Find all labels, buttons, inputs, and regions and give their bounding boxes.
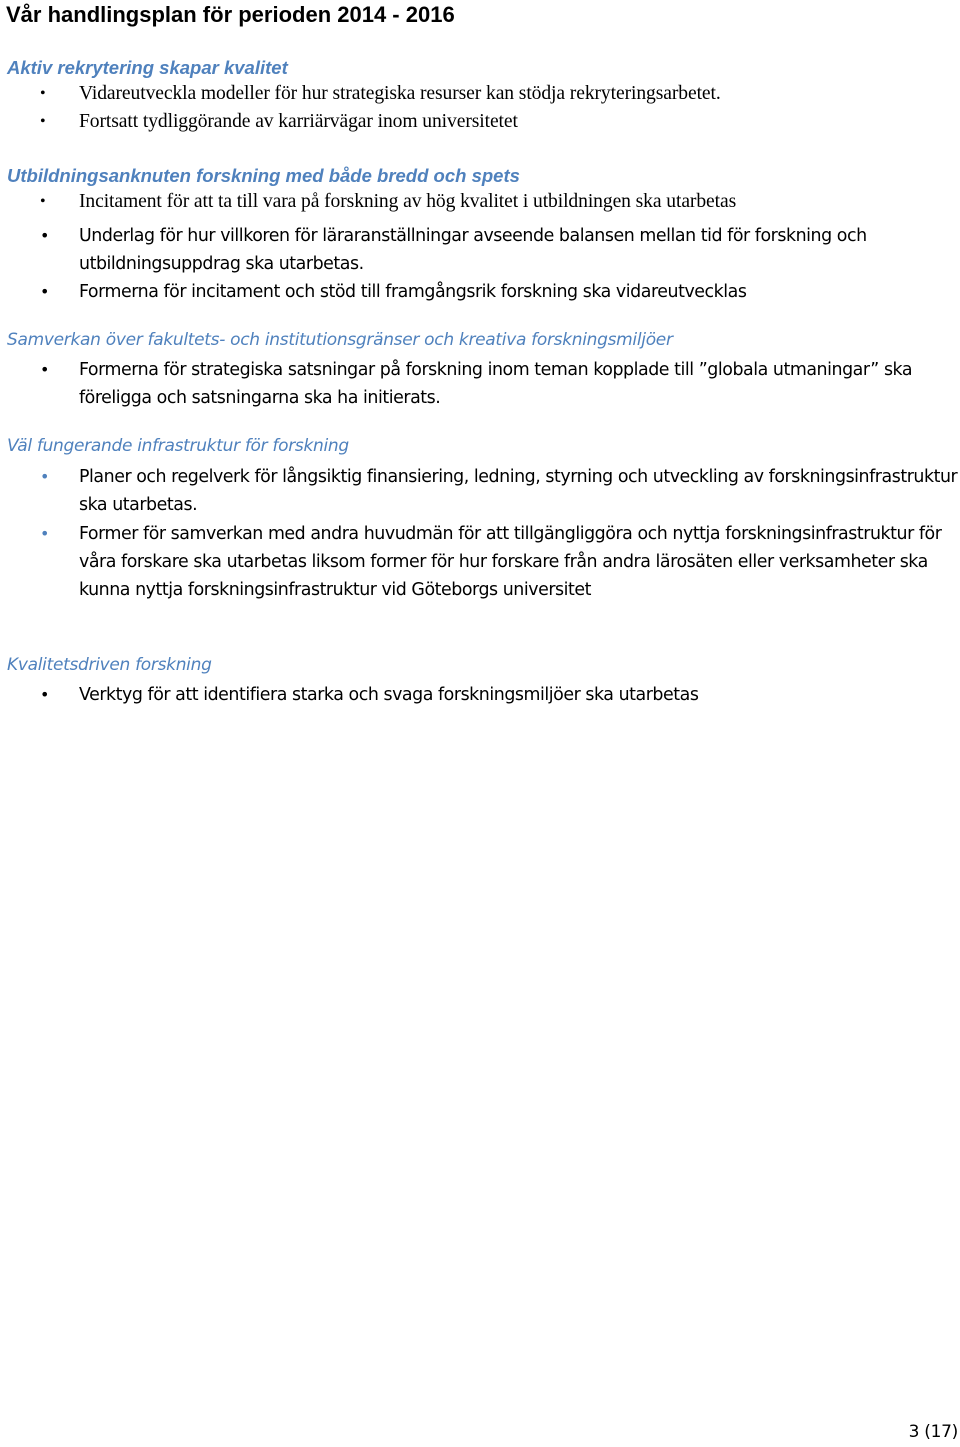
list-item (0, 278, 960, 306)
bullet-icon: • (40, 193, 46, 210)
bullet-icon: • (40, 226, 49, 245)
list-item-text: Former för samverkan med andra huvudmän för att tillgängliggöra och nyttja forskningsinfrastruktur för våra forskare ska utarbetas liksom former för hur forskare från andra lärosäten eller verksamheter ska kunna nyttja forskningsinfrastruktur vid Göteborgs universitet (79, 524, 942, 600)
list-item (0, 222, 960, 278)
bullet-icon: • (40, 524, 49, 543)
section-heading: Samverkan över fakultets- och institutionsgränser och kreativa forskningsmiljöer (7, 330, 673, 350)
document-title: Vår handlingsplan för perioden 2014 - 2016 (6, 2, 455, 27)
bullet-list (0, 356, 960, 412)
bullet-icon: • (40, 685, 49, 704)
bullet-list (0, 463, 960, 604)
list-item (0, 356, 960, 412)
bullet-icon: • (40, 113, 46, 130)
bullet-icon: • (40, 360, 49, 379)
section-infrastruktur (0, 434, 960, 604)
section-heading: Kvalitetsdriven forskning (7, 655, 212, 675)
list-item-text: Formerna för incitament och stöd till framgångsrik forskning ska vidareutvecklas (79, 282, 747, 302)
list-item-text: Verktyg för att identifiera starka och svaga forskningsmiljöer ska utarbetas (79, 685, 699, 705)
bullet-icon: • (40, 85, 46, 102)
list-item (0, 188, 960, 216)
page-number: 3 (17) (908, 1422, 958, 1442)
list-item (0, 520, 960, 604)
list-item-text: Incitament för att ta till vara på forskning av hög kvalitet i utbildningen ska utarbetas (79, 191, 737, 212)
bullet-list (0, 80, 960, 136)
bullet-icon: • (40, 467, 49, 486)
section-heading: Aktiv rekrytering skapar kvalitet (7, 57, 288, 78)
section-utbildningsanknuten-forskning (0, 164, 960, 216)
section-heading: Utbildningsanknuten forskning med både bredd och spets (7, 165, 520, 186)
list-item (0, 108, 960, 136)
list-item-text: Formerna för strategiska satsningar på forskning inom teman kopplade till ”globala utmaningar” ska föreligga och satsningarna ska ha initierats. (79, 360, 913, 408)
bullet-list (0, 681, 960, 709)
list-item (0, 463, 960, 519)
section-heading: Väl fungerande infrastruktur för forskning (7, 436, 349, 456)
list-item-text: Vidareutveckla modeller för hur strategiska resurser kan stödja rekryteringsarbetet. (79, 83, 721, 104)
section-samverkan (0, 328, 960, 412)
list-item-text: Planer och regelverk för långsiktig finansiering, ledning, styrning och utveckling av forskningsinfrastruktur ska utarbetas. (79, 467, 958, 515)
list-item (0, 80, 960, 108)
section-aktiv-rekrytering (0, 56, 960, 136)
list-item (0, 681, 960, 709)
section-utbildningsanknuten-forskning-cont (0, 222, 960, 306)
list-item-text: Fortsatt tydliggörande av karriärvägar inom universitetet (79, 111, 518, 132)
bullet-list (0, 188, 960, 216)
bullet-list (0, 222, 960, 306)
section-kvalitetsdriven-forskning (0, 653, 960, 709)
bullet-icon: • (40, 282, 49, 301)
list-item-text: Underlag för hur villkoren för läraranställningar avseende balansen mellan tid för forskning och utbildningsuppdrag ska utarbetas. (79, 226, 867, 274)
